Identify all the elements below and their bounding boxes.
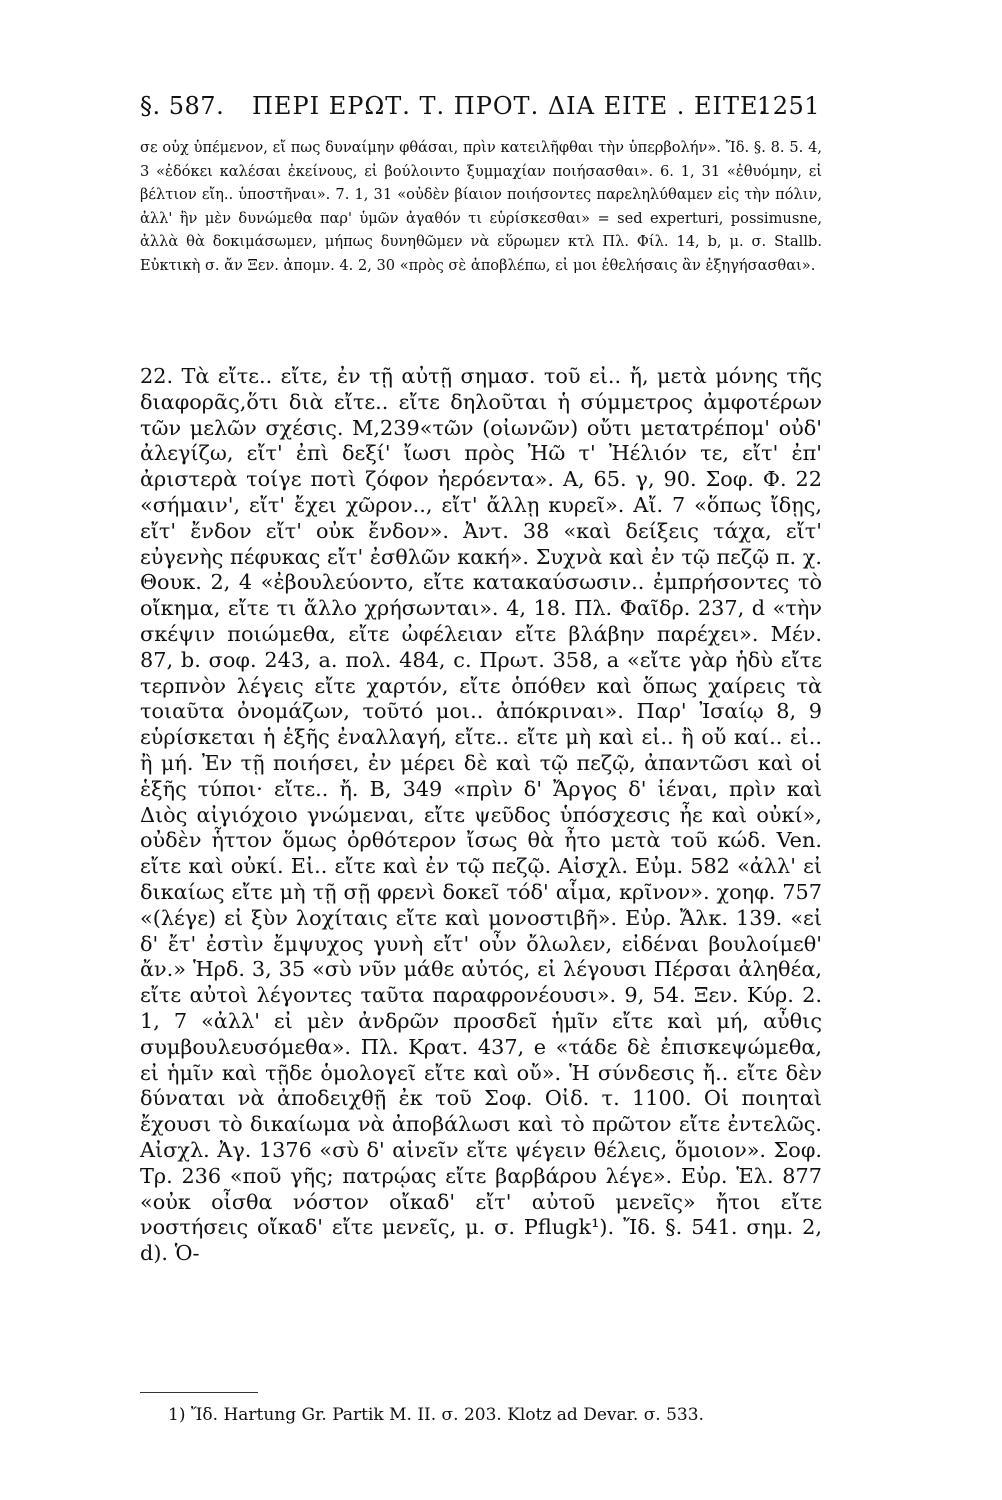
running-header	[140, 92, 820, 132]
note-paragraph: σε οὐχ ὑπέμενον, εἴ πως δυναίμην φθάσαι, πρὶν κατειλῆφθαι τὴν ὑπερβολήν». Ἴδ. §. 8. 5. 4, 3 «ἐδόκει καλέσαι ἐκείνους, εἰ βούλοιντο ξυμμαχίαν ποιήσασθαι». 6. 1, 31 «ἐθυόμην, εἰ βέλτιον εἴη.. ὑποστῆναι». 7. 1, 31 «οὐδὲν βίαιον ποιήσοντες παρεληλύθαμεν εἰς τὴν πόλιν, ἀλλ' ἢν μὲν δυνώμεθα παρ' ὑμῶν ἀγαθόν τι εὑρίσκεσθαι» = sed experturi, possimusne, ἀλλὰ θὰ δοκιμάσωμεν, μήπως δυνηθῶμεν νὰ εὕρωμεν κτλ Πλ. Φίλ. 14, b, μ. σ. Stallb. Εὐκτικὴ σ. ἄν Ξεν. ἀπομν. 4. 2, 30 «πρὸς σὲ ἀποβλέπω, εἰ μοι ἐθελήσαις ἂν ἐξηγήσασθαι».	[140, 139, 822, 274]
footnote-rule	[140, 1392, 258, 1393]
section-number: §. 587.	[140, 92, 225, 120]
main-paragraph: 22. Τὰ εἴτε.. εἴτε, ἐν τῇ αὐτῇ σημασ. τοῦ εἰ.. ἤ, μετὰ μόνης τῆς διαφορᾶς,ὅτι διὰ εἴτε.. εἴτε δηλοῦται ἡ σύμμετρος ἀμφοτέρων τῶν μελῶν σχέσις. Μ,239«τῶν (οἰωνῶν) οὔτι μετατρέπομ' οὐδ' ἀλεγίζω, εἴτ' ἐπὶ δεξί' ἴωσι πρὸς Ἠῶ τ' Ἠέλιόν τε, εἴτ' ἐπ' ἀριστερὰ τοίγε ποτὶ ζόφον ἠερόεντα». Α, 65. γ, 90. Σοφ. Φ. 22 «σήμαιν', εἴτ' ἔχει χῶρον.., εἴτ' ἄλλῃ κυρεῖ». Αἴ. 7 «ὅπως ἴδῃς, εἴτ' ἔνδον εἴτ' οὐκ ἔνδον». Ἀντ. 38 «καὶ δείξεις τάχα, εἴτ' εὐγενὴς πέφυκας εἴτ' ἐσθλῶν κακή». Συχνὰ καὶ ἐν τῷ πεζῷ π. χ. Θουκ. 2, 4 «ἐβουλεύοντο, εἴτε κατακαύσωσιν.. ἐμπρήσοντες τὸ οἴκημα, εἴτε τι ἄλλο χρήσωνται». 4, 18. Πλ. Φαῖδρ. 237, d «τὴν σκέψιν ποιώμεθα, εἴτε ὠφέλειαν εἴτε βλάβην παρέχει». Μέν. 87, b. σοφ. 243, a. πολ. 484, c. Πρωτ. 358, a «εἴτε γὰρ ἡδὺ εἴτε τερπνὸν λέγεις εἴτε χαρτόν, εἴτε ὁπόθεν καὶ ὅπως χαίρεις τὰ τοιαῦτα ὀνομάζων, τοῦτό μοι.. ἀπόκριναι». Παρ' Ἰσαίῳ 8, 9 εὑρίσκεται ἡ ἑξῆς ἐναλλαγή, εἴτε.. εἴτε μὴ καὶ εἰ.. ἢ οὔ καί.. εἰ.. ἢ μή. Ἐν τῇ ποιήσει, ἐν μέρει δὲ καὶ τῷ πεζῷ, ἀπαντῶσι καὶ οἱ ἑξῆς τύποι· εἴτε.. ἤ. Β, 349 «πρὶν δ' Ἄργος δ' ἰέναι, πρὶν καὶ Διὸς αἰγιόχοιο γνώμεναι, εἴτε ψεῦδος ὑπόσχεσις ἦε καὶ οὐκί», οὐδὲν ἧττον ὅμως ὀρθότερον ἴσως θὰ ἦτο μετὰ τοῦ κώδ. Ven. εἴτε καὶ οὐκί. Εἰ.. εἴτε καὶ ἐν τῷ πεζῷ. Αἰσχλ. Εὐμ. 582 «ἀλλ' εἰ δικαίως εἴτε μὴ τῇ σῇ φρενὶ δοκεῖ τόδ' αἷμα, κρῖνον». χοηφ. 757 «(λέγε) εἰ ξὺν λοχίταις εἴτε καὶ μονοστιβῆ». Εὐρ. Ἄλκ. 139. «εἰ δ' ἔτ' ἐστὶν ἔμψυχος γυνὴ εἴτ' οὖν ὄλωλεν, εἰδέναι βουλοίμεθ' ἄν.» Ἡρδ. 3, 35 «σὺ νῦν μάθε αὐτός, εἰ λέγουσι Πέρσαι ἀληθέα, εἴτε αὐτοὶ λέγοντες ταῦτα παραφρονέουσι». 9, 54. Ξεν. Κύρ. 2. 1, 7 «ἀλλ' εἰ μὲν ἀνδρῶν προσδεῖ ἡμῖν εἴτε καὶ μή, αὖθις συμβουλευσόμεθα». Πλ. Κρατ. 437, e «τάδε δὲ ἐπισκεψώμεθα, εἰ ἡμῖν καὶ τῇδε ὁμολογεῖ εἴτε καὶ οὔ». Ἡ σύνδεσις ἤ.. εἴτε δὲν δύναται νὰ ἀποδειχθῇ ἐκ τοῦ Σοφ. Οἰδ. τ. 1100. Οἱ ποιηταὶ ἔχουσι τὸ δικαίωμα νὰ ἀποβάλωσι καὶ τὸ πρῶτον εἴτε ἐντελῶς. Αἰσχλ. Ἀγ. 1376 «σὺ δ' αἰνεῖν εἴτε ψέγειν θέλεις, ὅμοιον». Σοφ. Τρ. 236 «ποῦ γῆς; πατρῴας εἴτε βαρβάρου λέγε». Εὐρ. Ἑλ. 877 «οὐκ οἶσθα νόστον οἴκαδ' εἴτ' αὐτοῦ μενεῖς» ἤτοι εἴτε νοστήσεις οἴκαδ' εἴτε μενεῖς, μ. σ. Pflugk¹). Ἴδ. §. 541. σημ. 2, d). Ὁ-	[140, 364, 822, 1266]
running-title: ΠΕΡΙ ΕΡΩΤ. Τ. ΠΡΟΤ. ΔΙΑ ΕΙΤΕ . ΕΙΤΕ.	[252, 92, 768, 120]
footnote: 1) Ἴδ. Hartung Gr. Partik M. II. σ. 203. Klotz ad Devar. σ. 533.	[168, 1405, 704, 1425]
page-number: 1251	[756, 92, 820, 120]
